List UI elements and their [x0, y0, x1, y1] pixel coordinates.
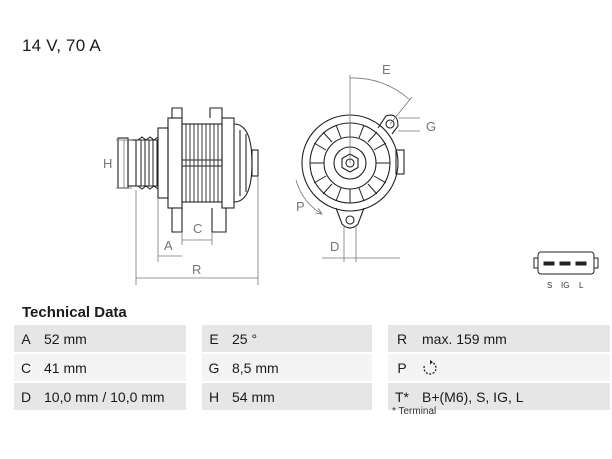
dimension-label-g: G [426, 119, 437, 134]
dimension-label-a: A [164, 238, 173, 253]
dimension-lines-side [116, 140, 258, 285]
dimension-label-e: E [382, 62, 391, 77]
spec-key-h: H [202, 382, 226, 411]
spec-key-t: T* [388, 382, 416, 411]
technical-data-table [14, 325, 610, 412]
table-row [14, 353, 610, 382]
spec-value-g: 8,5 mm [226, 353, 372, 382]
spec-key-e: E [202, 325, 226, 353]
spec-value-a: 52 mm [38, 325, 186, 353]
spec-key-g: G [202, 353, 226, 382]
spec-value-t: B+(M6), S, IG, L [416, 382, 610, 411]
clockwise-rotation-icon [422, 360, 438, 376]
connector-pin-s: S [547, 281, 553, 290]
connector-plug [534, 252, 598, 274]
dimension-lines-front [296, 75, 420, 262]
spec-key-c: C [14, 353, 38, 382]
table-row [14, 325, 610, 353]
spec-value-h: 54 mm [226, 382, 372, 411]
dimension-label-r: R [192, 262, 202, 277]
dimension-label-p: P [296, 199, 305, 214]
table-row [14, 382, 610, 411]
connector-pin-ig: IG [561, 281, 570, 290]
spec-value-c: 41 mm [38, 353, 186, 382]
technical-data-title: Technical Data [22, 304, 127, 321]
dimension-label-d: D [330, 239, 340, 254]
dimension-label-h: H [103, 156, 113, 171]
spec-value-d: 10,0 mm / 10,0 mm [38, 382, 186, 411]
spec-value-p [416, 353, 610, 382]
terminal-footnote: * Terminal [392, 406, 437, 417]
spec-key-d: D [14, 382, 38, 411]
spec-key-p: P [388, 353, 416, 382]
connector-pin-l: L [579, 281, 584, 290]
alternator-side-view [118, 108, 258, 232]
spec-key-a: A [14, 325, 38, 353]
spec-value-r: max. 159 mm [416, 325, 610, 353]
spec-key-r: R [388, 325, 416, 353]
spec-value-e: 25 ° [226, 325, 372, 353]
product-headline: 14 V, 70 A [22, 36, 101, 55]
dimension-label-c: C [193, 221, 203, 236]
